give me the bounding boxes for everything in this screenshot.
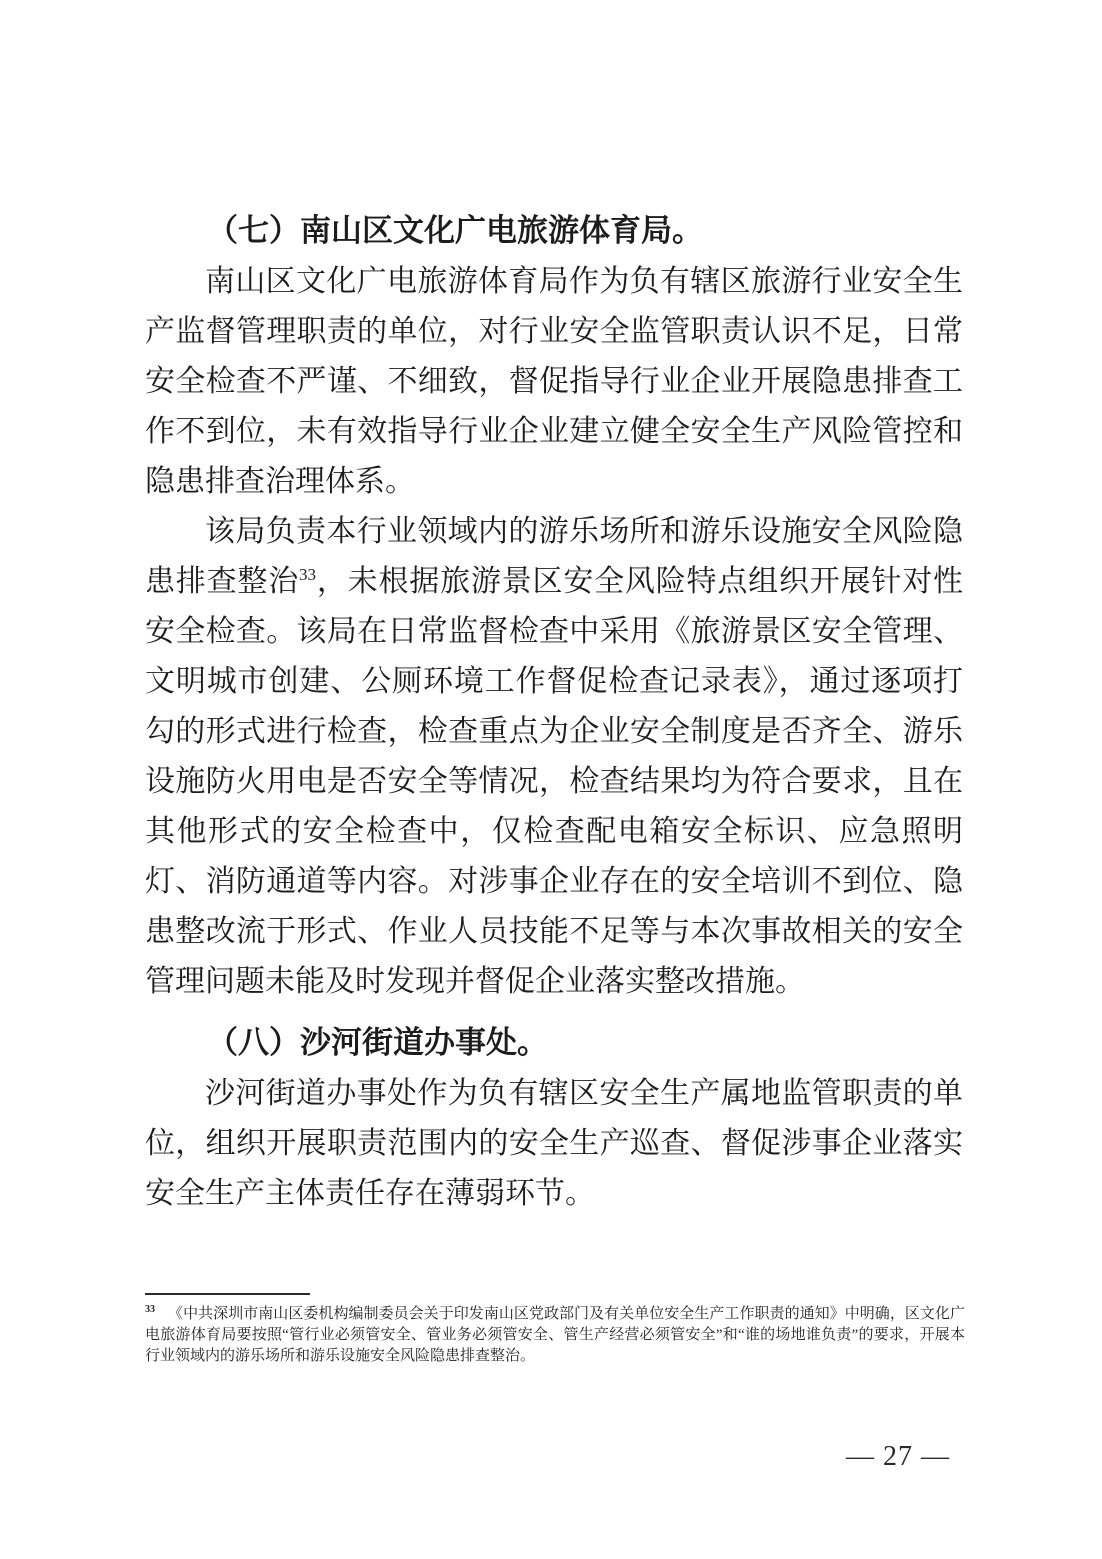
- paragraph-text-before-footnote-ref: 该局负责本行业领域内的游乐场所和游乐设施安全风险隐患排查整治: [145, 515, 963, 598]
- main-text-block: [145, 205, 963, 1219]
- footnote-block: [145, 1293, 965, 1367]
- footnote-text-content: 《中共深圳市南山区委机构编制委员会关于印发南山区党政部门及有关单位安全生产工作职责的通知》中明确，区文化广电旅游体育局要按照“管行业必须管安全、管业务必须管安全、管生产经营必须管安全”和“谁的场地谁负责”的要求，开展本行业领域内的游乐场所和游乐设施安全风险隐患排查整治。: [145, 1306, 965, 1364]
- footnote-divider: [145, 1293, 310, 1295]
- section-7-heading: （七）南山区文化广电旅游体育局。: [207, 213, 703, 248]
- footnote-33: [145, 1304, 965, 1367]
- section-8-heading: （八）沙河街道办事处。: [207, 1025, 548, 1060]
- section-7-paragraph-2: [145, 507, 963, 1007]
- footnote-reference-33: 33: [299, 565, 317, 584]
- page-number: — 27 —: [846, 1441, 950, 1472]
- footnote-marker: 33: [145, 1304, 155, 1315]
- section-7-paragraph-1: 南山区文化广电旅游体育局作为负有辖区旅游行业安全生产监督管理职责的单位，对行业安全监管职责认识不足，日常安全检查不严谨、不细致，督促指导行业企业开展隐患排查工作不到位，未有效指导行业企业建立健全安全生产风险管控和隐患排查治理体系。: [145, 265, 963, 498]
- section-8-paragraph-1: 沙河街道办事处作为负有辖区安全生产属地监管职责的单位，组织开展职责范围内的安全生产巡查、督促涉事企业落实安全生产主体责任存在薄弱环节。: [145, 1077, 963, 1210]
- paragraph-text-after-footnote-ref: ，未根据旅游景区安全风险特点组织开展针对性安全检查。该局在日常监督检查中采用《旅游景区安全管理、文明城市创建、公厕环境工作督促检查记录表》，通过逐项打勾的形式进行检查，检查重点为企业安全制度是否齐全、游乐设施防火用电是否安全等情况，检查结果均为符合要求，且在其他形式的安全检查中，仅检查配电箱安全标识、应急照明灯、消防通道等内容。对涉事企业存在的安全培训不到位、隐患整改流于形式、作业人员技能不足等与本次事故相关的安全管理问题未能及时发现并督促企业落实整改措施。: [145, 565, 964, 998]
